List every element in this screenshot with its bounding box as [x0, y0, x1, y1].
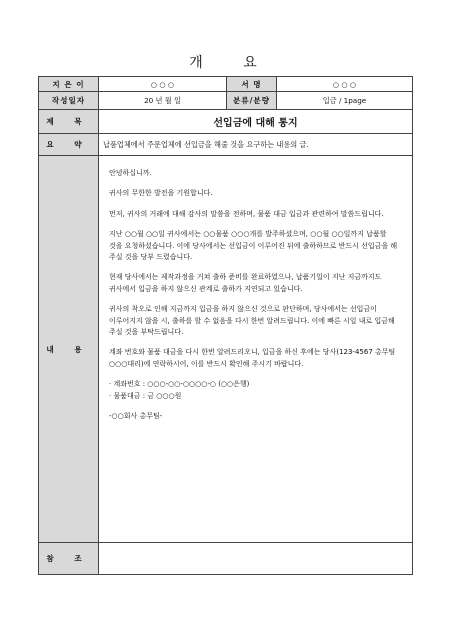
category-value: 입금 / 1page [277, 92, 413, 110]
approver-label: 서 명 [227, 77, 277, 92]
paragraph-status: 현재 당사에서는 제작과정을 거쳐 출하 준비를 완료하였으나, 납품기일이 지난 지금까지도 귀사에서 입금을 하지 않으신 관계로 출하가 지연되고 있습니다. [109, 273, 384, 293]
reference-label: 참 조 [39, 543, 99, 575]
paragraph-order: 지난 ○○월 ○○일 귀사에서는 ○○물품 ○○○개를 발주하셨으며, ○○월 ○○일까지 납품할 것을 요청하셨습니다. 이에 당사에서는 선입금이 이루어진 뒤에 출하하므로 반드시 선입금을 해 주실 것을 당부 드렸습니다. [109, 230, 400, 262]
reference-row [39, 543, 413, 575]
summary-row [39, 134, 413, 156]
date-value: 20 년 월 일 [99, 92, 227, 110]
closing-signature: -○○회사 총무팀- [109, 412, 163, 421]
header-row-2 [39, 92, 413, 110]
summary-table [38, 76, 413, 575]
paragraph-contact: 계좌 번호와 물품 대금을 다시 한번 알려드리오니, 입금을 하신 후에는 당사(123-4567 총무팀 ○○○대리)에 연락하시어, 이를 반드시 확인해 주시기 바랍니다. [109, 348, 398, 368]
subject-value: 선입금에 대해 통지 [99, 110, 413, 134]
account-number-line: · 계좌번호 : ○○○-○○-○○○○-○ (○○은행) [109, 380, 250, 389]
paragraph-intro: 먼저, 귀사의 거래에 대해 감사의 말씀을 전하며, 물품 대금 입금과 관련하여 말씀드립니다. [109, 209, 384, 218]
writer-label: 지 은 이 [39, 77, 99, 92]
approver-value: ○ ○ ○ [277, 77, 413, 92]
summary-value: 납품업체에서 주문업체에 선입금을 해줄 것을 요구하는 내용의 글. [99, 134, 413, 156]
paragraph-wish: 귀사의 무한한 발전을 기원합니다. [109, 189, 213, 198]
content-row [39, 156, 413, 543]
summary-label: 요 약 [39, 134, 99, 156]
content-body [99, 156, 413, 543]
amount-line: · 물품대금 : 금 ○○○원 [109, 391, 182, 400]
document-title: 개 요 [189, 55, 275, 71]
reference-value [99, 543, 413, 575]
subject-row [39, 110, 413, 134]
category-label: 분류/분량 [227, 92, 277, 110]
content-label: 내 용 [39, 156, 99, 543]
header-row-1 [39, 77, 413, 92]
date-label: 작성일자 [39, 92, 99, 110]
paragraph-request: 귀사의 착오로 인해 지금까지 입금을 하지 않으신 것으로 판단하며, 당사에서는 선입금이 이루어지지 않을 시, 출하를 할 수 없음을 다시 한번 알려드립니다. 이에 빠른 시일 내로 입금해 주실 것을 부탁드립니다. [109, 305, 398, 337]
writer-value: ○ ○ ○ [99, 77, 227, 92]
payment-info [109, 379, 402, 402]
subject-label: 제 목 [39, 110, 99, 134]
paragraph-greeting: 안녕하십니까. [109, 169, 152, 177]
